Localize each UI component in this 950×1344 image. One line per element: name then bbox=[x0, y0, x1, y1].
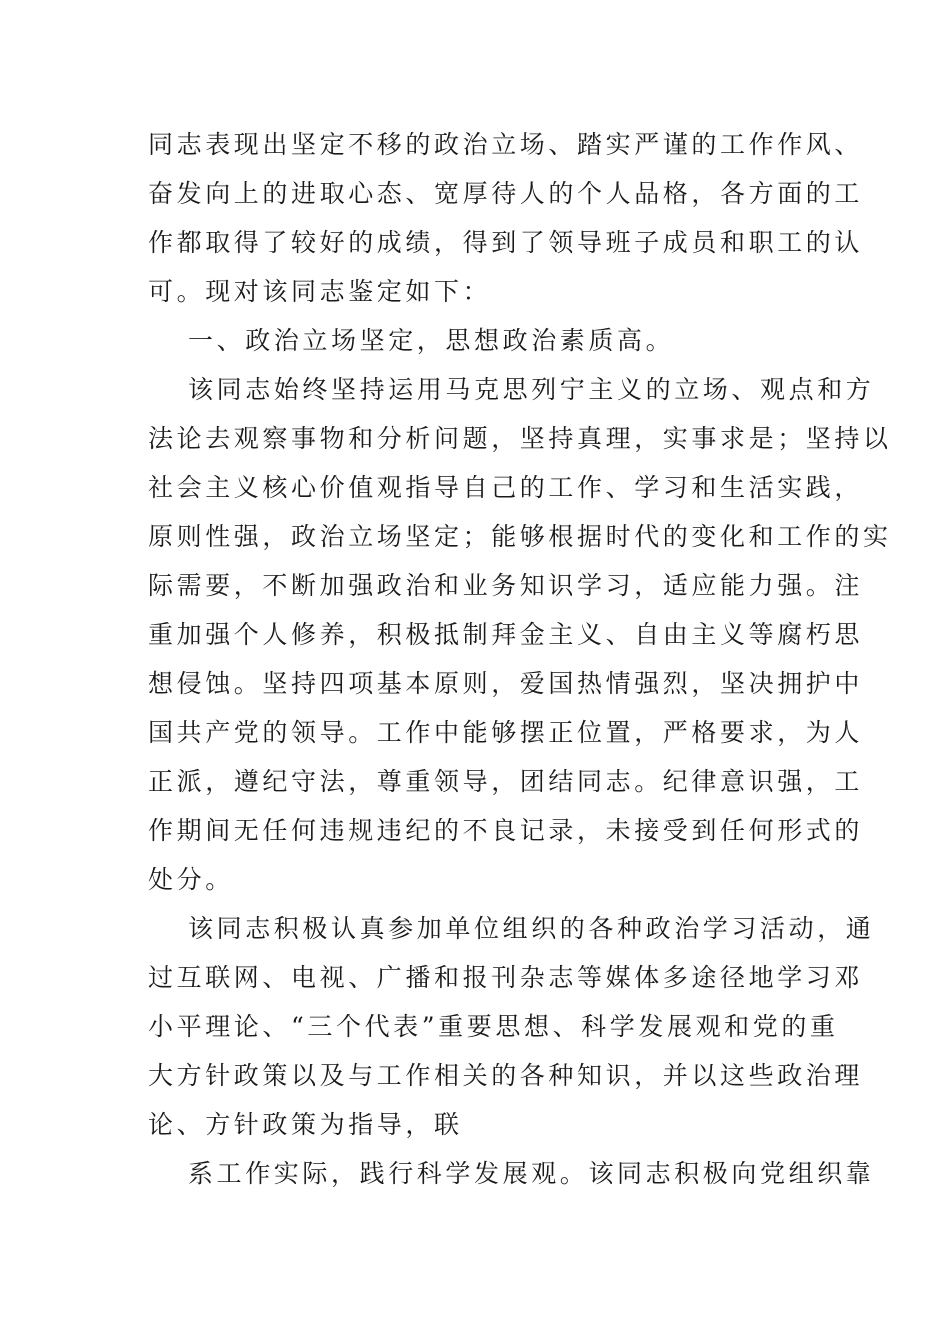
text-line: 处分。 bbox=[148, 865, 234, 894]
text-line: 可。现对该同志鉴定如下： bbox=[148, 277, 492, 306]
text-line: 想侵蚀。坚持四项基本原则，爱国热情强烈，坚决拥护中 bbox=[148, 669, 864, 698]
text-line: 大方针政策以及与工作相关的各种知识，并以这些政治理 bbox=[148, 1061, 864, 1090]
text-line: 原则性强，政治立场坚定；能够根据时代的变化和工作的实 bbox=[148, 522, 892, 551]
text-line: 国共产党的领导。工作中能够摆正位置，严格要求，为人 bbox=[148, 718, 864, 747]
text-line: 一、政治立场坚定，思想政治素质高。 bbox=[188, 326, 675, 355]
text-line: 作都取得了较好的成绩，得到了领导班子成员和职工的认 bbox=[148, 228, 864, 257]
text-line: 系工作实际，践行科学发展观。该同志积极向党组织靠 bbox=[188, 1159, 875, 1188]
text-line: 正派，遵纪守法，尊重领导，团结同志。纪律意识强，工 bbox=[148, 767, 864, 796]
text-line: 论、方针政策为指导，联 bbox=[148, 1110, 463, 1139]
text-line: 奋发向上的进取心态、宽厚待人的个人品格，各方面的工 bbox=[148, 179, 864, 208]
document-body bbox=[148, 120, 892, 1198]
text-line: 法论去观察事物和分析问题，坚持真理，实事求是；坚持以 bbox=[148, 424, 892, 453]
text-line: 重加强个人修养，积极抵制拜金主义、自由主义等腐朽思 bbox=[148, 620, 864, 649]
text-line: 际需要，不断加强政治和业务知识学习，适应能力强。注 bbox=[148, 571, 864, 600]
text-line: 社会主义核心价值观指导自己的工作、学习和生活实践， bbox=[148, 473, 864, 502]
text-line: 小平理论、“三个代表”重要思想、科学发展观和党的重 bbox=[148, 1012, 839, 1041]
text-line: 过互联网、电视、广播和报刊杂志等媒体多途径地学习邓 bbox=[148, 963, 864, 992]
text-line: 作期间无任何违规违纪的不良记录，未接受到任何形式的 bbox=[148, 816, 864, 845]
text-line: 该同志始终坚持运用马克思列宁主义的立场、观点和方 bbox=[188, 375, 875, 404]
text-line: 同志表现出坚定不移的政治立场、踏实严谨的工作作风、 bbox=[148, 130, 864, 159]
text-line: 该同志积极认真参加单位组织的各种政治学习活动，通 bbox=[188, 914, 875, 943]
